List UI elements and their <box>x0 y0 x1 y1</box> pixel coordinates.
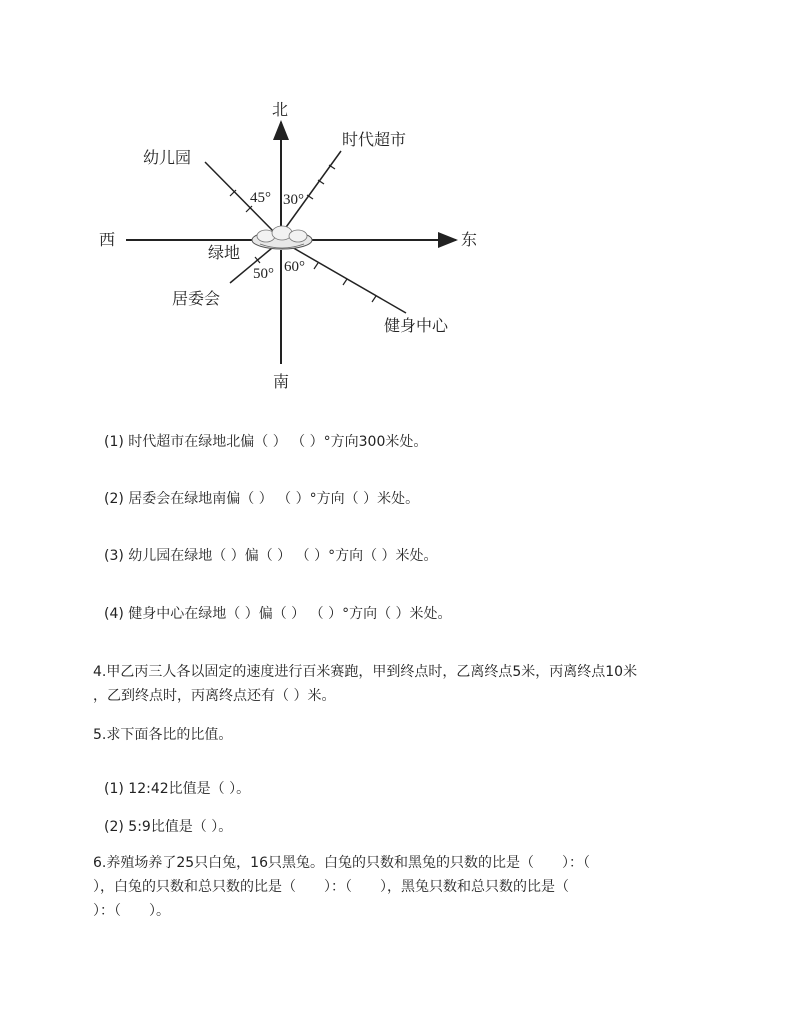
ray-supermarket <box>284 151 341 230</box>
problem-5-title: 5.求下面各比的比值。 <box>93 727 233 743</box>
question-3: (3) 幼儿园在绿地（ ）偏（ ） （ ）°方向（ ）米处。 <box>104 548 438 564</box>
west-label: 西 <box>99 230 116 249</box>
problem-6-line-3: ）：（ ）。 <box>93 903 170 919</box>
gym-label: 健身中心 <box>384 316 449 335</box>
problem-5-sub-2: (2) 5:9比值是（ ）。 <box>104 819 233 835</box>
question-1: (1) 时代超市在绿地北偏（ ） （ ）°方向300米处。 <box>104 434 428 450</box>
problem-4-line-1: 4.甲乙丙三人各以固定的速度进行百米赛跑，甲到终点时，乙离终点5米，丙离终点10米 <box>93 664 638 680</box>
problem-4 <box>93 660 637 708</box>
angle-label-se: 60° <box>284 259 305 275</box>
supermarket-label: 时代超市 <box>342 130 407 149</box>
ray-gym <box>290 246 406 313</box>
problem-6-line-2: ），白兔的只数和总只数的比是（ ）：（ ），黑兔只数和总只数的比是（ <box>93 879 569 895</box>
question-4: (4) 健身中心在绿地（ ）偏（ ） （ ）°方向（ ）米处。 <box>104 606 452 622</box>
south-label: 南 <box>273 372 290 391</box>
north-label: 北 <box>272 100 289 119</box>
angle-label-ne: 30° <box>283 192 304 208</box>
problem-6-line-1: 6.养殖场养了25只白兔，16只黑兔。白兔的只数和黑兔的只数的比是（ ）：（ <box>93 855 590 871</box>
question-2: (2) 居委会在绿地南偏（ ） （ ）°方向（ ）米处。 <box>104 491 420 507</box>
direction-diagram <box>0 0 794 420</box>
committee-label: 居委会 <box>172 289 221 308</box>
problem-5-sub-1: (1) 12:42比值是（ ）。 <box>104 781 251 797</box>
angle-label-nw: 45° <box>250 190 271 206</box>
green-space-icon <box>252 226 312 249</box>
angle-label-sw: 50° <box>253 266 274 282</box>
compass-map <box>0 0 794 420</box>
problem-6 <box>93 851 590 923</box>
kindergarten-label: 幼儿园 <box>143 148 192 167</box>
problem-4-line-2: ，乙到终点时，丙离终点还有（ ）米。 <box>93 688 336 704</box>
green-space-label: 绿地 <box>208 243 241 262</box>
east-label: 东 <box>461 230 478 249</box>
